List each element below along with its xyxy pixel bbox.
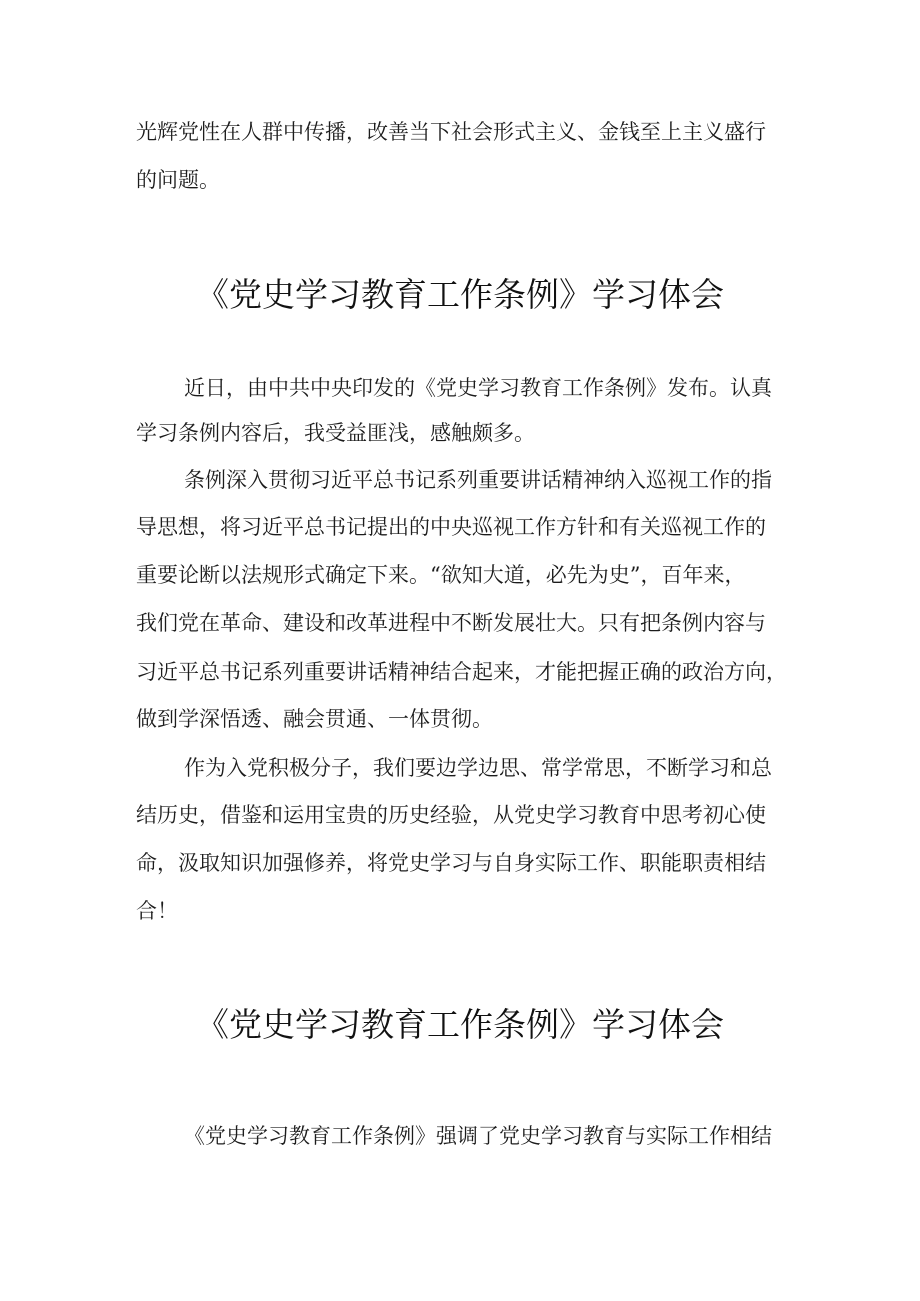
paragraph-line: 条例深入贯彻习近平总书记系列重要讲话精神纳入巡视工作的指 bbox=[184, 468, 772, 492]
section-heading: 《党史学习教育工作条例》学习体会 bbox=[196, 1005, 724, 1044]
body-text-line: 的问题。 bbox=[136, 168, 220, 192]
paragraph-line: 导思想，将习近平总书记提出的中央巡视工作方针和有关巡视工作的 bbox=[136, 515, 766, 539]
paragraph-line: 习近平总书记系列重要讲话精神结合起来，才能把握正确的政治方向， bbox=[136, 660, 787, 684]
body-text-line: 光辉党性在人群中传播，改善当下社会形式主义、金钱至上主义盛行 bbox=[136, 120, 766, 144]
paragraph-line: 命，汲取知识加强修养，将党史学习与自身实际工作、职能职责相结 bbox=[136, 851, 766, 875]
paragraph-line: 我们党在革命、建设和改革进程中不断发展壮大。只有把条例内容与 bbox=[136, 611, 766, 635]
section-heading: 《党史学习教育工作条例》学习体会 bbox=[196, 275, 724, 314]
paragraph-line: 学习条例内容后，我受益匪浅，感触颇多。 bbox=[136, 421, 535, 445]
paragraph-line: 重要论断以法规形式确定下来。“欲知大道，必先为史”，百年来， bbox=[136, 563, 746, 587]
paragraph-line: 《党史学习教育工作条例》强调了党史学习教育与实际工作相结 bbox=[184, 1124, 772, 1148]
paragraph-line: 做到学深悟透、融会贯通、一体贯彻。 bbox=[136, 707, 493, 731]
paragraph-line: 合！ bbox=[136, 899, 178, 923]
paragraph-line: 作为入党积极分子，我们要边学边思、常学常思，不断学习和总 bbox=[184, 756, 772, 780]
paragraph-line: 近日，由中共中央印发的《党史学习教育工作条例》发布。认真 bbox=[184, 376, 772, 400]
paragraph-line: 结历史，借鉴和运用宝贵的历史经验，从党史学习教育中思考初心使 bbox=[136, 803, 766, 827]
